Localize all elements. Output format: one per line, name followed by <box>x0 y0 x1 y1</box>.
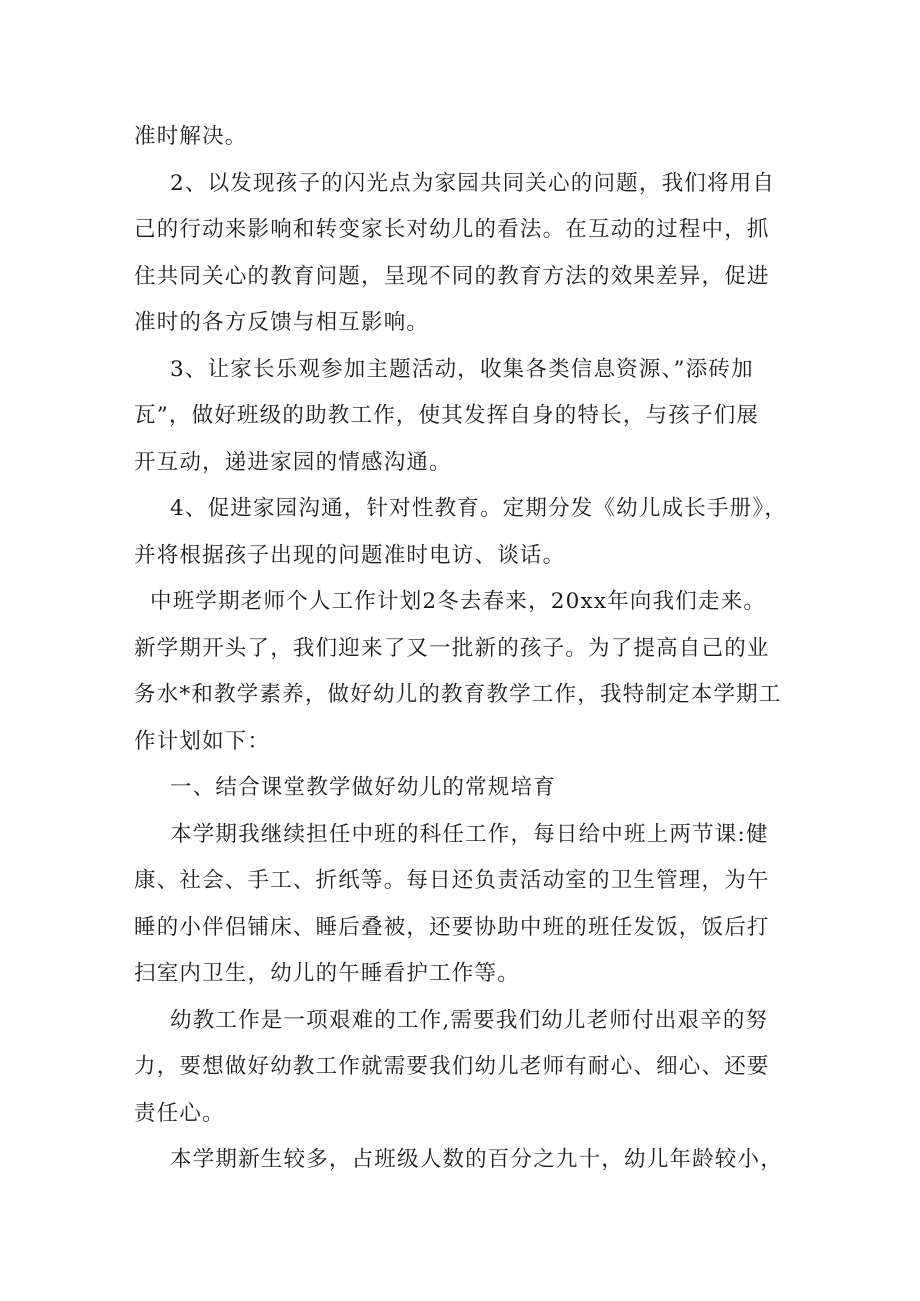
text-line: 开互动，递进家园的情感沟通。 <box>134 450 452 475</box>
text-line: 睡的小伴侣铺床、睡后叠被，还要协助中班的班任发饭，饭后打 <box>134 915 770 940</box>
text-line: 3、让家长乐观参加主题活动，收集各类信息资源、”添砖加 <box>170 357 754 382</box>
section-heading: 一、结合课堂教学做好幼儿的常规培育 <box>170 775 556 800</box>
text-line: 新学期开头了，我们迎来了又一批新的孩子。为了提高自己的业 <box>134 636 770 661</box>
text-line: 准时解决。 <box>134 124 248 149</box>
text-line: 中班学期老师个人工作计划2冬去春来，20xx年向我们走来。 <box>150 589 767 614</box>
text-line: 瓦”，做好班级的助教工作，使其发挥自身的特长，与孩子们展 <box>134 403 760 428</box>
text-line: 幼教工作是一项艰难的工作,需要我们幼儿老师付出艰辛的努 <box>170 1008 769 1033</box>
text-line: 作计划如下： <box>134 729 271 754</box>
text-line: 己的行动来影响和转变家长对幼儿的看法。在互动的过程中，抓 <box>134 217 770 242</box>
text-line: 4、促进家园沟通，针对性教育。定期分发《幼儿成长手册》， <box>170 496 788 521</box>
text-line: 责任心。 <box>134 1101 225 1126</box>
text-line: 扫室内卫生，幼儿的午睡看护工作等。 <box>134 961 520 986</box>
text-line: 并将根据孩子出现的问题准时电访、谈话。 <box>134 543 566 568</box>
text-line: 力，要想做好幼教工作就需要我们幼儿老师有耐心、细心、还要 <box>134 1054 770 1079</box>
text-line: 本学期我继续担任中班的科任工作，每日给中班上两节课:健 <box>170 822 769 847</box>
text-line: 本学期新生较多，占班级人数的百分之九十，幼儿年龄较小， <box>170 1147 783 1172</box>
text-line: 康、社会、手工、折纸等。每日还负责活动室的卫生管理，为午 <box>134 868 770 893</box>
text-line: 务水*和教学素养，做好幼儿的教育教学工作，我特制定本学期工 <box>134 682 782 707</box>
text-line: 准时的各方反馈与相互影响。 <box>134 310 430 335</box>
text-line: 住共同关心的教育问题，呈现不同的教育方法的效果差异，促进 <box>134 264 770 289</box>
text-line: 2、以发现孩子的闪光点为家园共同关心的问题，我们将用自 <box>170 171 776 196</box>
